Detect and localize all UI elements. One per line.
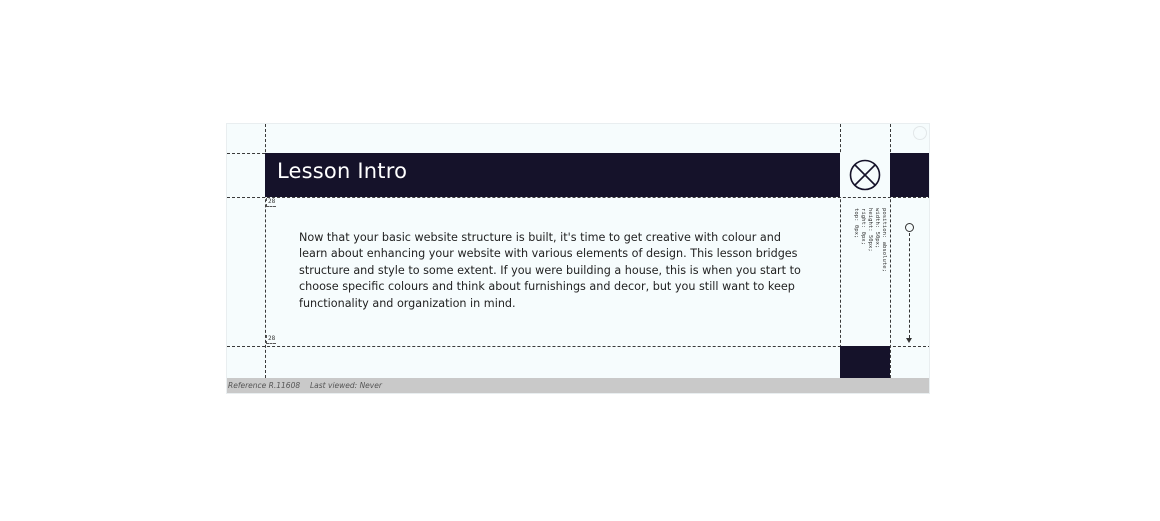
page-title: Lesson Intro (277, 159, 408, 183)
last-viewed-label: Last viewed: Never (310, 381, 382, 390)
bottom-dark-block (840, 346, 890, 378)
close-button[interactable] (840, 153, 890, 197)
reference-label: Reference R.11608 (228, 381, 301, 390)
lesson-intro-text: Now that your basic website structure is built, it's time to get creative with colour and learn about enhancing your website with various elements of design. This lesson bridges structure and style to some extent. If you were building a house, this is when you start to choose specific colours and think about furnishings and decor, but you still want to keep functionality and organization in mind. (299, 231, 801, 310)
guide-line-content-bottom (227, 346, 930, 347)
lesson-card (226, 123, 930, 394)
close-icon[interactable] (849, 159, 881, 191)
position-code-text: position: absolute; width: 50px; height: 50px; right: 0px; top: 0px; (853, 208, 887, 272)
arrow-start-circle-icon (905, 223, 914, 232)
faint-circle-icon (913, 126, 927, 140)
spacing-marker-bottom: 28 (268, 335, 276, 342)
guide-line-title-bottom (227, 197, 930, 198)
spacing-marker-top: 28 (268, 198, 276, 205)
arrow-head-icon (906, 338, 912, 343)
vertical-arrow (905, 223, 915, 347)
title-bar (265, 153, 840, 197)
footer-bar (227, 378, 930, 394)
position-code-annotation (839, 208, 889, 284)
title-bar-extension (890, 153, 930, 197)
arrow-dashed-line (909, 233, 910, 338)
